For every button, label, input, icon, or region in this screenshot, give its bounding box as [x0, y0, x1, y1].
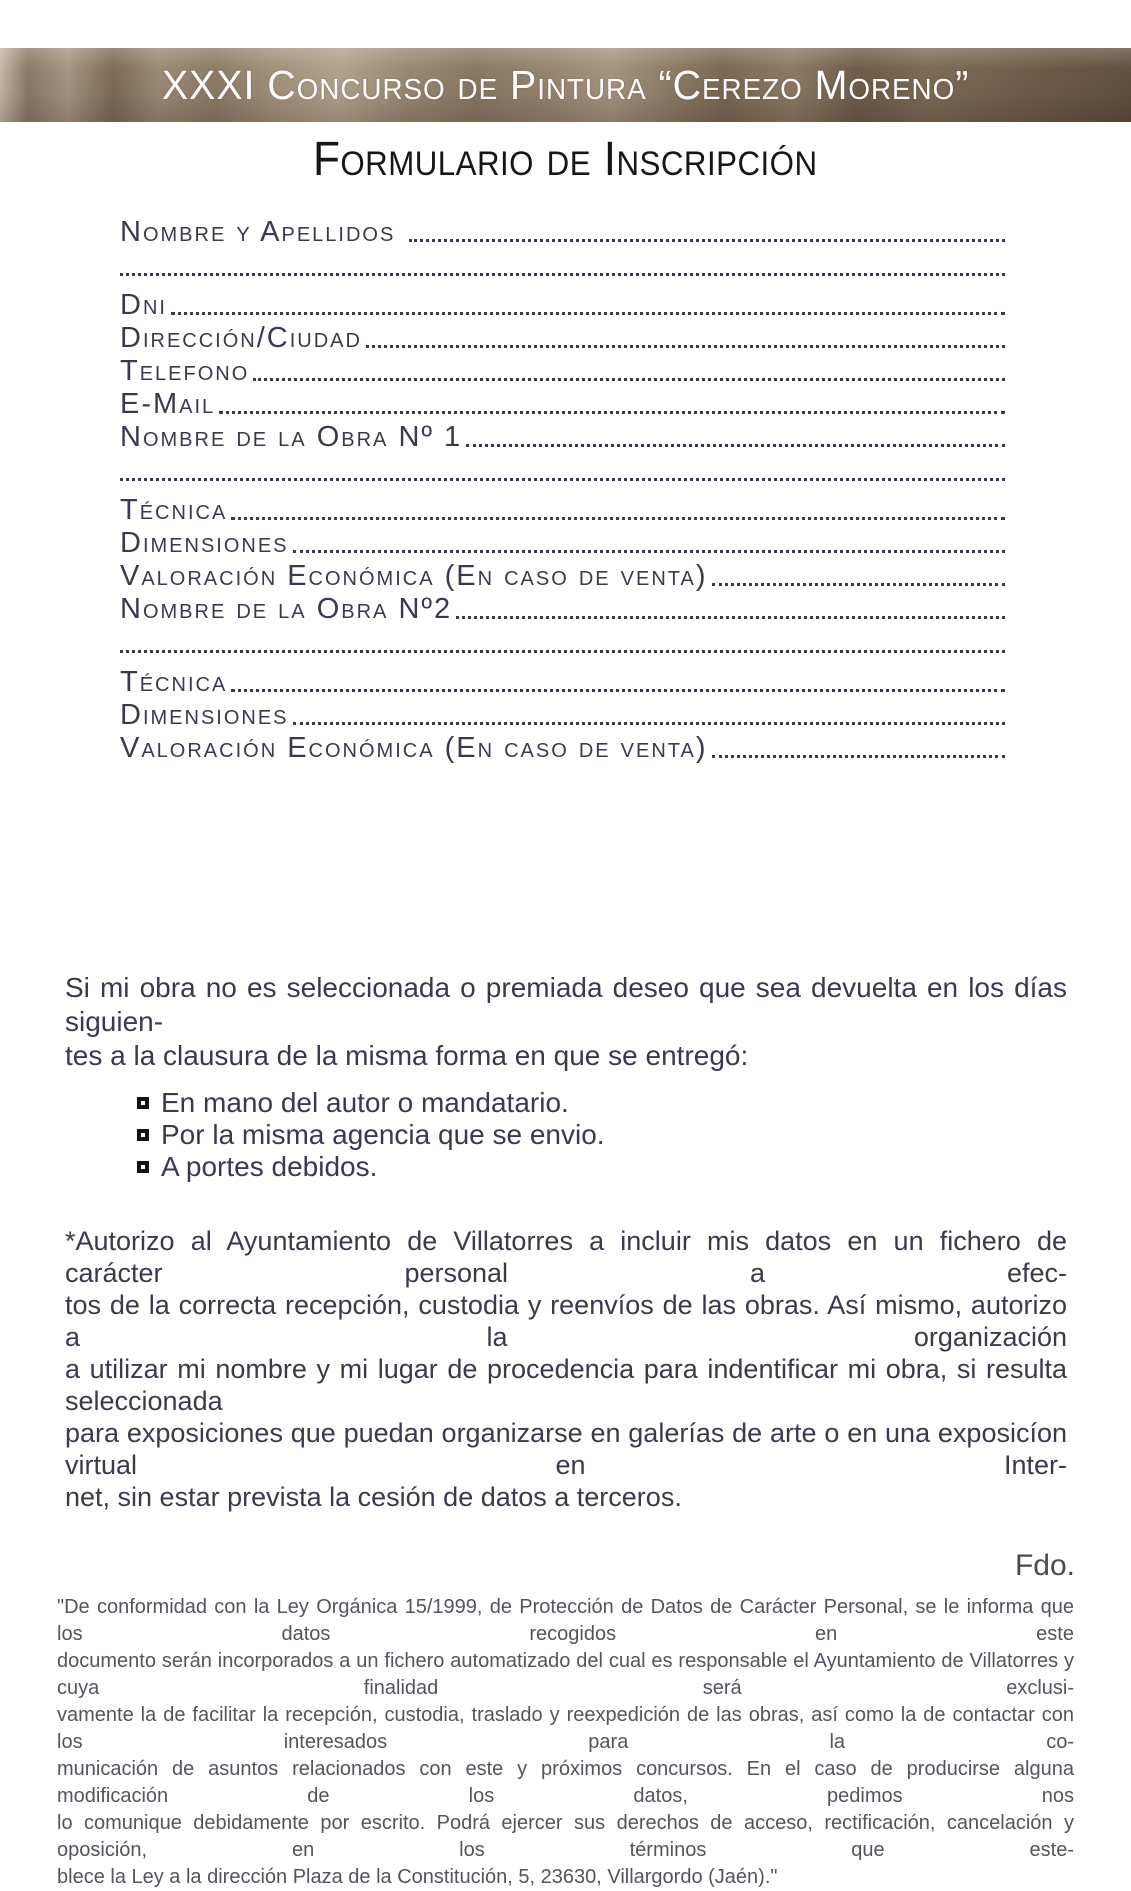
- field-input-line[interactable]: [120, 264, 1005, 276]
- form-field-nombre-apellidos-continuation: [120, 263, 1005, 283]
- return-option-portes-debidos: [137, 1151, 1131, 1183]
- field-input-line[interactable]: [219, 402, 1005, 414]
- field-label: Dimensiones: [120, 699, 289, 731]
- inscription-form-page: [0, 48, 1131, 1888]
- paragraph-line: para exposiciones que puedan organizarse en galerías de arte o en una exposicíon virtual en Inter-: [65, 1418, 1067, 1480]
- legal-line: vamente la de facilitar la recepción, custodia, traslado y reexpedición de las obras, así como la de contactar con los interesados para la co-: [57, 1704, 1074, 1753]
- field-label: Técnica: [120, 666, 228, 698]
- form-field-direccion-ciudad: [120, 322, 1005, 355]
- form-field-obra2-nombre-continuation: [120, 640, 1005, 660]
- paragraph-line: Si mi obra no es seleccionada o premiada deseo que sea devuelta en los días siguien-: [65, 972, 1067, 1037]
- paragraph-line: tos de la correcta recepción, custodia y reenvíos de las obras. Así mismo, autorizo a la organización: [65, 1290, 1067, 1352]
- form-field-dni: [120, 289, 1005, 322]
- authorization-paragraph: [65, 1225, 1067, 1513]
- paragraph-line: a utilizar mi nombre y mi lugar de procedencia para indentificar mi obra, si resulta seleccionada: [65, 1354, 1067, 1416]
- page-title-text: Formulario de Inscripción: [313, 132, 818, 186]
- form-field-obra2-dimensiones: [120, 699, 1005, 732]
- field-input-line[interactable]: [231, 680, 1005, 692]
- field-input-line[interactable]: [409, 230, 1005, 242]
- contest-title: XXXI Concurso de Pintura “Cerezo Moreno”: [161, 61, 970, 108]
- paragraph-line: tes a la clausura de la misma forma en que se entregó:: [65, 1040, 749, 1071]
- return-options-list: [137, 1087, 1131, 1183]
- checkbox-label: En mano del autor o mandatario.: [161, 1087, 569, 1118]
- field-label: Técnica: [120, 494, 228, 526]
- field-label: Nombre de la Obra Nº2: [120, 593, 453, 625]
- form-field-obra2-valoracion: [120, 732, 1005, 765]
- form-field-obra1-nombre: [120, 421, 1005, 454]
- return-option-agencia: [137, 1119, 1131, 1151]
- legal-line: municación de asuntos relacionados con este y próximos concursos. En el caso de producirse alguna modificación de los datos, pedimos nos: [57, 1758, 1074, 1807]
- field-input-line[interactable]: [231, 508, 1005, 520]
- field-input-line[interactable]: [120, 469, 1005, 481]
- signature-label: Fdo.: [1014, 1549, 1075, 1582]
- legal-line: documento serán incorporados a un fichero automatizado del cual es responsable el Ayuntamiento de Villatorres y cuya finalidad será exclusi-: [57, 1650, 1074, 1699]
- form-field-obra2-tecnica: [120, 666, 1005, 699]
- form-field-obra1-valoracion: [120, 560, 1005, 593]
- return-option-en-mano: [137, 1087, 1131, 1119]
- field-input-line[interactable]: [120, 641, 1005, 653]
- page-title: [0, 122, 1131, 196]
- field-input-line[interactable]: [253, 369, 1005, 381]
- checkbox-label: A portes debidos.: [161, 1151, 378, 1182]
- field-input-line[interactable]: [712, 746, 1005, 758]
- field-label: Dni: [120, 289, 167, 321]
- contest-banner: [0, 48, 1131, 122]
- paragraph-line: *Autorizo al Ayuntamiento de Villatorres a incluir mis datos en un fichero de carácter personal a efec-: [65, 1226, 1067, 1288]
- field-label: Nombre de la Obra Nº 1: [120, 421, 463, 453]
- field-input-line[interactable]: [466, 435, 1005, 447]
- checkbox-label: Por la misma agencia que se envio.: [161, 1119, 605, 1150]
- field-input-line[interactable]: [171, 303, 1005, 315]
- legal-line: "De conformidad con la Ley Orgánica 15/1999, de Protección de Datos de Carácter Personal, se le informa que los datos recogidos en este: [57, 1596, 1074, 1645]
- field-label: Dimensiones: [120, 527, 289, 559]
- field-label: Valoración Económica (En caso de venta): [120, 560, 708, 592]
- legal-notice: [57, 1594, 1074, 1891]
- paragraph-line: net, sin estar prevista la cesión de datos a terceros.: [65, 1482, 682, 1512]
- form-field-obra1-dimensiones: [120, 527, 1005, 560]
- field-label: Nombre y Apellidos: [120, 216, 396, 248]
- form-field-obra1-tecnica: [120, 494, 1005, 527]
- return-conditions-intro: [65, 971, 1067, 1073]
- field-label: Dirección/Ciudad: [120, 322, 362, 354]
- checkbox[interactable]: [137, 1097, 149, 1109]
- checkbox[interactable]: [137, 1161, 149, 1173]
- field-label: Telefono: [120, 355, 250, 387]
- field-label: E-Mail: [120, 388, 216, 420]
- form-field-email: [120, 388, 1005, 421]
- field-input-line[interactable]: [456, 607, 1005, 619]
- field-input-line[interactable]: [712, 574, 1005, 586]
- form-field-obra2-nombre: [120, 593, 1005, 626]
- checkbox[interactable]: [137, 1129, 149, 1141]
- legal-line: blece la Ley a la dirección Plaza de la Constitución, 5, 23630, Villargordo (Jaén).": [57, 1866, 778, 1888]
- field-input-line[interactable]: [293, 541, 1005, 553]
- form-field-nombre-apellidos: [120, 216, 1005, 249]
- field-label: Valoración Económica (En caso de venta): [120, 732, 708, 764]
- registration-form: [120, 216, 1005, 765]
- legal-line: lo comunique debidamente por escrito. Podrá ejercer sus derechos de acceso, rectificación, cancelación y oposición, en los términos que este-: [57, 1812, 1074, 1861]
- form-field-telefono: [120, 355, 1005, 388]
- form-field-obra1-nombre-continuation: [120, 468, 1005, 488]
- field-input-line[interactable]: [366, 336, 1005, 348]
- field-input-line[interactable]: [293, 713, 1005, 725]
